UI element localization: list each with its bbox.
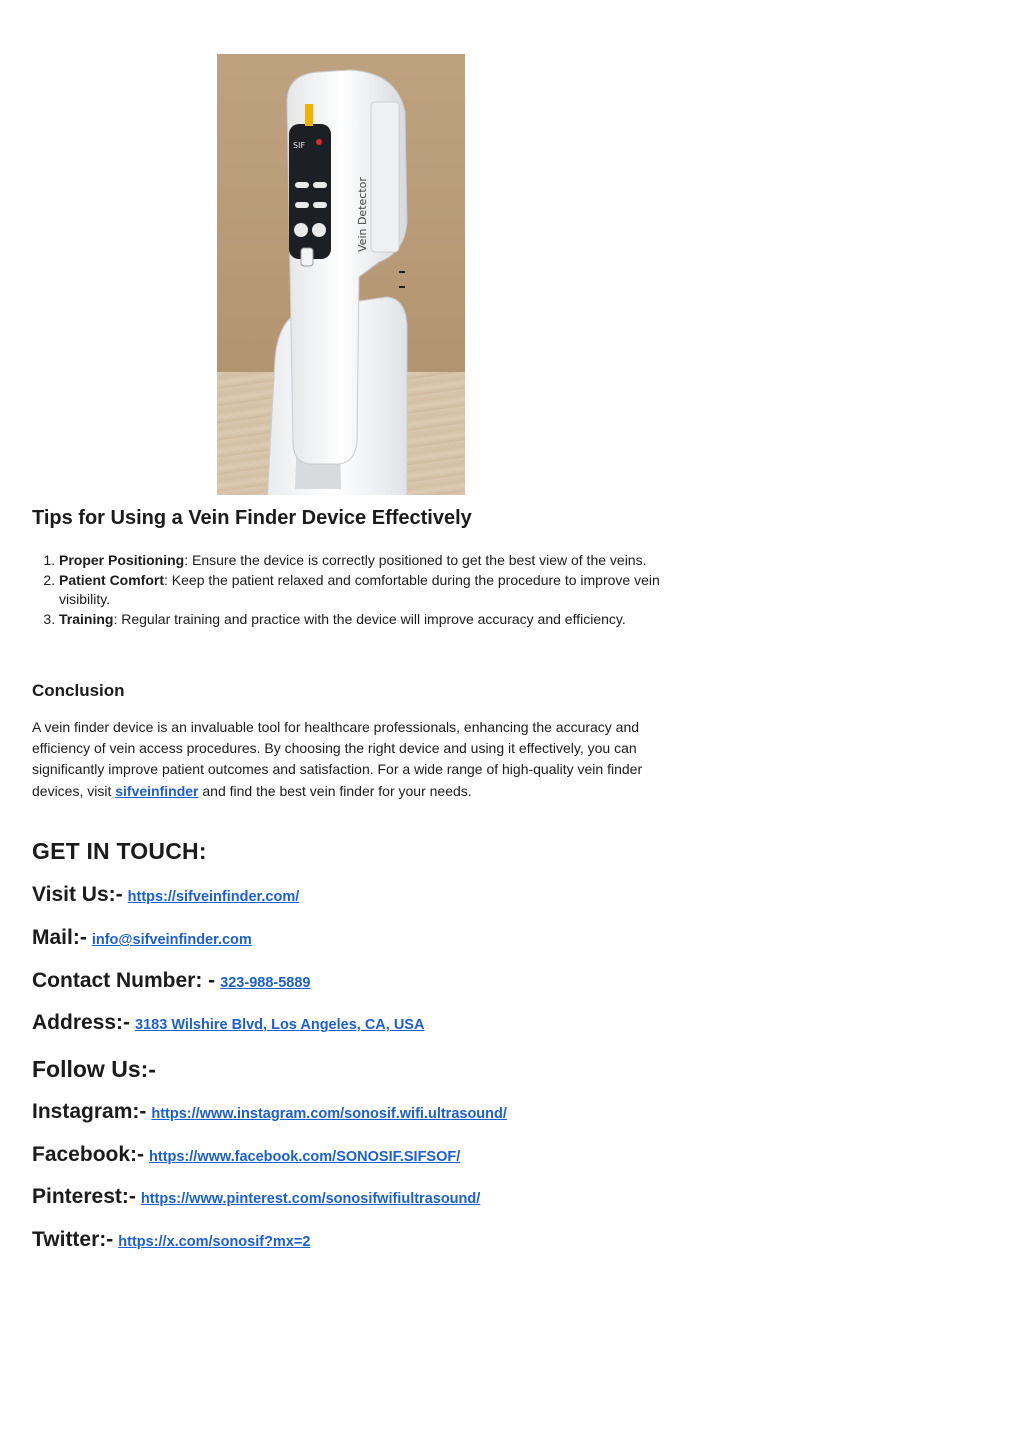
twitter-label: Twitter:-: [32, 1228, 114, 1251]
pinterest-row: [32, 1185, 480, 1209]
twitter-link[interactable]: https://x.com/sonosif?mx=2: [118, 1234, 311, 1250]
phone-link[interactable]: 323-988-5889: [220, 975, 311, 991]
address-link[interactable]: 3183 Wilshire Blvd, Los Angeles, CA, USA: [135, 1017, 425, 1033]
tip-text: : Keep the patient relaxed and comfortable during the procedure to improve vein visibility.: [59, 571, 660, 607]
list-item: [59, 551, 669, 571]
list-item: [59, 610, 669, 630]
tips-list: [32, 551, 669, 629]
tip-text: : Regular training and practice with the device will improve accuracy and efficiency.: [113, 610, 626, 627]
conclusion-heading: Conclusion: [32, 681, 125, 700]
instagram-row: [32, 1100, 507, 1124]
phone-label: Contact Number: -: [32, 969, 216, 992]
vein-finder-device: [279, 62, 409, 482]
product-photo: [217, 54, 465, 495]
visit-label: Visit Us:-: [32, 883, 123, 906]
mail-label: Mail:-: [32, 926, 87, 949]
conclusion-paragraph: [32, 717, 652, 802]
mail-row: [32, 926, 252, 950]
brand-mark: SIF: [293, 141, 306, 150]
device-label-text: Vein Detector: [356, 177, 369, 252]
tips-heading: Tips for Using a Vein Finder Device Effectively: [32, 507, 472, 529]
tip-text: : Ensure the device is correctly positioned to get the best view of the veins.: [184, 552, 647, 568]
get-in-touch-heading: GET IN TOUCH:: [32, 838, 207, 864]
conclusion-text-before: A vein finder device is an invaluable tool for healthcare professionals, enhancing the accuracy and efficiency of vein access procedures. By choosing the right device and using it effectively, you can significantly improve patient outcomes and satisfaction. For a wide range of high-quality vein finder devices, visit: [32, 719, 643, 799]
facebook-link[interactable]: https://www.facebook.com/SONOSIF.SIFSOF/: [149, 1149, 461, 1165]
instagram-label: Instagram:-: [32, 1100, 147, 1123]
list-item: [59, 571, 669, 610]
twitter-row: [32, 1228, 310, 1252]
tip-term: Proper Positioning: [59, 552, 185, 568]
tip-term: Patient Comfort: [59, 571, 164, 588]
tip-term: Training: [59, 610, 114, 627]
facebook-label: Facebook:-: [32, 1143, 145, 1166]
pinterest-label: Pinterest:-: [32, 1185, 136, 1208]
visit-row: [32, 883, 299, 907]
email-link[interactable]: info@sifveinfinder.com: [91, 932, 252, 948]
address-row: [32, 1011, 424, 1035]
phone-row: [32, 969, 310, 993]
website-link[interactable]: https://sifveinfinder.com/: [127, 889, 300, 905]
instagram-link[interactable]: https://www.instagram.com/sonosif.wifi.ultrasound/: [151, 1106, 507, 1122]
sifveinfinder-link[interactable]: sifveinfinder: [115, 782, 199, 799]
pinterest-link[interactable]: https://www.pinterest.com/sonosifwifiultrasound/: [140, 1191, 481, 1207]
address-label: Address:-: [32, 1011, 131, 1034]
follow-us-heading: Follow Us:-: [32, 1056, 156, 1082]
facebook-row: [32, 1143, 460, 1167]
conclusion-text-after: and find the best vein finder for your needs.: [198, 782, 472, 799]
